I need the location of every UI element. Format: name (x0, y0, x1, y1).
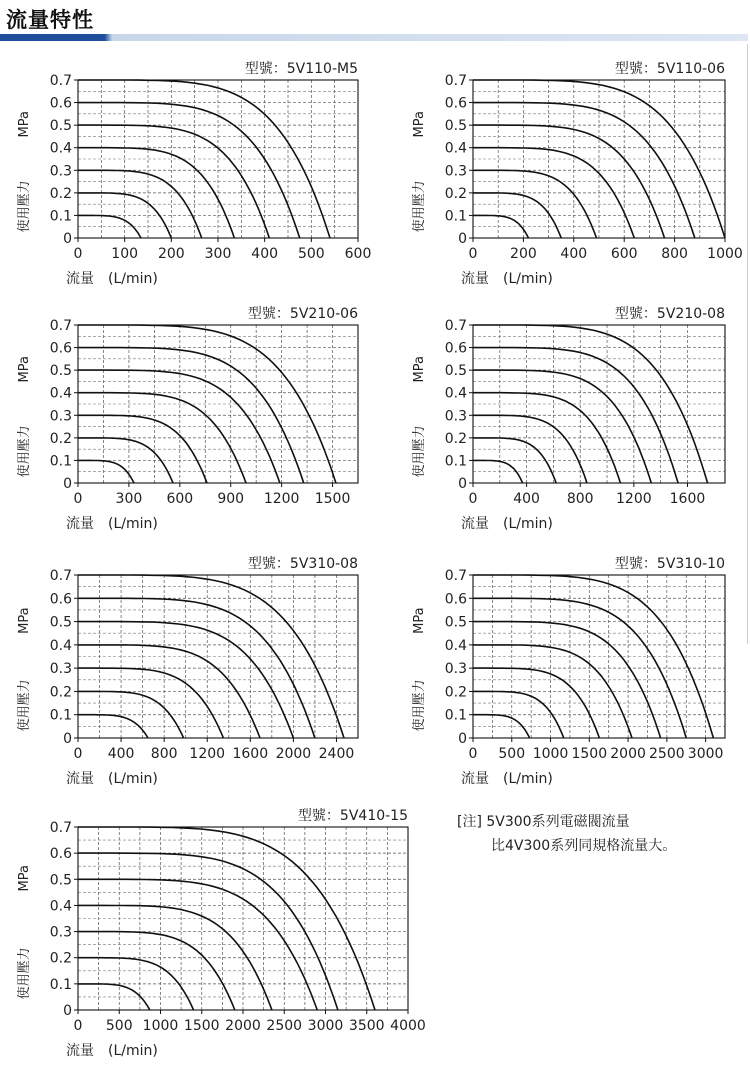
y-tick-label: 0.5 (444, 614, 467, 631)
y-axis-unit: MPa (17, 111, 32, 138)
y-axis-unit: MPa (412, 356, 427, 383)
y-tick-label: 0.5 (444, 118, 467, 135)
chart-title: 型號：5V410-15 (297, 808, 408, 824)
x-tick-label: 500 (297, 246, 325, 262)
y-tick-label: 0.6 (444, 340, 467, 357)
x-tick-label: 400 (513, 491, 540, 507)
x-tick-label: 1000 (532, 746, 569, 762)
chart-5v110-m5 (0, 58, 380, 298)
y-axis-label: 使用壓力 (17, 679, 32, 732)
x-axis-label: 流量 (L/min) (461, 771, 553, 787)
header-accent-bar (0, 34, 748, 41)
y-tick-label: 0.4 (444, 385, 467, 402)
y-tick-label: 0 (458, 231, 467, 247)
pressure-curve (78, 932, 235, 1010)
y-tick-label: 0.1 (49, 453, 72, 470)
x-tick-label: 1200 (263, 491, 300, 507)
divider-line (747, 44, 748, 644)
x-tick-label: 3500 (348, 1018, 385, 1034)
y-tick-label: 0 (63, 476, 72, 492)
y-tick-label: 0.1 (444, 453, 467, 470)
y-tick-label: 0.7 (444, 73, 467, 89)
y-tick-label: 0.4 (444, 637, 467, 654)
chart-svg (395, 303, 747, 543)
y-tick-label: 0 (458, 731, 467, 747)
x-tick-label: 600 (610, 246, 638, 262)
y-tick-label: 0.6 (49, 846, 72, 863)
pressure-curve (473, 622, 661, 738)
chart-svg (0, 58, 380, 298)
y-axis-unit: MPa (17, 865, 32, 892)
x-tick-label: 2500 (266, 1018, 303, 1034)
y-axis-unit: MPa (412, 111, 427, 138)
x-tick-label: 1600 (669, 491, 706, 507)
x-tick-label: 100 (111, 246, 139, 262)
y-tick-label: 0.2 (49, 430, 72, 447)
y-tick-label: 0.3 (49, 408, 72, 425)
x-tick-label: 300 (115, 491, 143, 507)
x-tick-label: 2000 (275, 746, 312, 762)
x-tick-label: 1500 (183, 1018, 220, 1034)
chart-5v310-10 (395, 553, 747, 798)
x-tick-label: 400 (107, 746, 135, 762)
x-axis-label: 流量 (L/min) (461, 516, 553, 532)
y-tick-label: 0.7 (49, 318, 72, 334)
x-tick-label: 4000 (390, 1018, 426, 1034)
y-tick-label: 0.7 (444, 568, 467, 584)
chart-5v210-08 (395, 303, 747, 543)
x-tick-label: 0 (73, 746, 83, 762)
x-tick-label: 1000 (142, 1018, 179, 1034)
x-tick-label: 600 (344, 246, 372, 262)
y-tick-label: 0.6 (444, 95, 467, 112)
x-tick-label: 3000 (687, 746, 724, 762)
x-axis-label: 流量 (L/min) (66, 771, 158, 787)
y-tick-label: 0.2 (444, 430, 467, 447)
page-header (0, 0, 750, 44)
y-tick-label: 0.4 (444, 140, 467, 157)
y-tick-label: 0 (458, 476, 467, 492)
x-tick-label: 0 (468, 246, 478, 262)
y-tick-label: 0.3 (49, 661, 72, 678)
x-tick-label: 2000 (225, 1018, 261, 1034)
y-tick-label: 0.5 (49, 118, 72, 135)
x-tick-label: 1500 (571, 746, 608, 762)
x-tick-label: 600 (166, 491, 194, 507)
y-tick-label: 0.1 (49, 976, 72, 993)
y-tick-label: 0.3 (49, 163, 72, 180)
y-tick-label: 0.1 (444, 208, 467, 225)
chart-5v310-08 (0, 553, 380, 798)
y-tick-label: 0.2 (49, 684, 72, 701)
y-tick-label: 0.6 (49, 591, 72, 608)
x-tick-label: 0 (73, 1018, 83, 1034)
x-axis-label: 流量 (L/min) (66, 271, 158, 287)
y-tick-label: 0.5 (49, 363, 72, 380)
y-tick-label: 0.1 (49, 208, 72, 225)
x-tick-label: 0 (73, 491, 83, 507)
chart-title: 型號：5V110-M5 (244, 61, 358, 77)
y-tick-label: 0.6 (49, 95, 72, 112)
y-tick-label: 0.2 (49, 185, 72, 202)
y-tick-label: 0.4 (49, 898, 72, 915)
chart-title: 型號：5V310-10 (614, 556, 725, 572)
x-tick-label: 800 (661, 246, 688, 262)
y-tick-label: 0.5 (49, 872, 72, 889)
page-title: 流量特性 (6, 8, 94, 32)
y-tick-label: 0 (63, 731, 72, 747)
chart-title: 型號：5V110-06 (614, 61, 725, 77)
y-tick-label: 0.4 (49, 140, 72, 157)
chart-5v410-15 (0, 805, 430, 1070)
y-axis-label: 使用壓力 (412, 425, 427, 478)
pressure-curve (473, 715, 530, 738)
y-axis-label: 使用壓力 (412, 180, 427, 233)
y-tick-label: 0 (63, 1003, 72, 1019)
x-tick-label: 400 (560, 246, 588, 262)
y-axis-unit: MPa (17, 607, 32, 634)
y-tick-label: 0.7 (49, 568, 72, 584)
y-tick-label: 0.3 (444, 661, 467, 678)
y-tick-label: 0.5 (49, 614, 72, 631)
x-tick-label: 1600 (232, 746, 269, 762)
pressure-curve (78, 325, 336, 483)
x-tick-label: 800 (150, 746, 178, 762)
x-axis-label: 流量 (L/min) (66, 1043, 158, 1059)
chart-svg (0, 553, 380, 798)
x-tick-label: 1200 (616, 491, 652, 507)
footnote (457, 810, 676, 858)
x-axis-label: 流量 (L/min) (66, 516, 158, 532)
x-tick-label: 1500 (314, 491, 351, 507)
x-tick-label: 2400 (318, 746, 355, 762)
y-tick-label: 0.5 (444, 363, 467, 380)
y-axis-unit: MPa (412, 607, 427, 634)
x-tick-label: 0 (468, 491, 478, 507)
footnote-line-2: 比4V300系列同規格流量大。 (491, 838, 677, 854)
y-tick-label: 0.2 (49, 950, 72, 967)
x-tick-label: 300 (204, 246, 232, 262)
y-tick-label: 0.1 (444, 707, 467, 724)
x-tick-label: 200 (510, 246, 537, 262)
x-tick-label: 0 (468, 746, 478, 762)
x-tick-label: 0 (73, 246, 83, 262)
x-tick-label: 500 (105, 1018, 133, 1034)
y-tick-label: 0.6 (444, 591, 467, 608)
x-tick-label: 200 (157, 246, 185, 262)
chart-svg (395, 553, 747, 798)
y-tick-label: 0.7 (444, 318, 467, 334)
x-tick-label: 2000 (610, 746, 646, 762)
y-tick-label: 0.3 (444, 163, 467, 180)
y-axis-label: 使用壓力 (17, 180, 32, 233)
chart-svg (0, 303, 380, 543)
chart-title: 型號：5V310-08 (247, 556, 358, 572)
x-tick-label: 500 (498, 746, 526, 762)
chart-title: 型號：5V210-06 (247, 306, 358, 322)
pressure-curve (78, 415, 207, 483)
x-tick-label: 800 (566, 491, 594, 507)
x-axis-label: 流量 (L/min) (461, 271, 553, 287)
y-axis-label: 使用壓力 (17, 947, 32, 1000)
y-tick-label: 0 (63, 231, 72, 247)
y-tick-label: 0.7 (49, 73, 72, 89)
y-tick-label: 0.4 (49, 637, 72, 654)
chart-title: 型號：5V210-08 (614, 306, 725, 322)
y-tick-label: 0.2 (444, 684, 467, 701)
y-tick-label: 0.2 (444, 185, 467, 202)
x-tick-label: 1200 (189, 746, 226, 762)
x-tick-label: 900 (217, 491, 245, 507)
y-tick-label: 0.4 (49, 385, 72, 402)
y-tick-label: 0.3 (49, 924, 72, 941)
chart-svg (395, 58, 747, 298)
x-tick-label: 1000 (707, 246, 743, 262)
footnote-line-1: [注] 5V300系列電磁閥流量 (457, 814, 630, 830)
chart-svg (0, 805, 430, 1070)
x-tick-label: 2500 (649, 746, 685, 762)
y-tick-label: 0.1 (49, 707, 72, 724)
x-tick-label: 400 (251, 246, 279, 262)
y-tick-label: 0.6 (49, 340, 72, 357)
y-axis-label: 使用壓力 (17, 425, 32, 478)
x-tick-label: 3000 (307, 1018, 344, 1034)
chart-5v210-06 (0, 303, 380, 543)
y-axis-unit: MPa (17, 356, 32, 383)
y-tick-label: 0.3 (444, 408, 467, 425)
chart-5v110-06 (395, 58, 747, 298)
y-axis-label: 使用壓力 (412, 679, 427, 732)
y-tick-label: 0.7 (49, 820, 72, 836)
